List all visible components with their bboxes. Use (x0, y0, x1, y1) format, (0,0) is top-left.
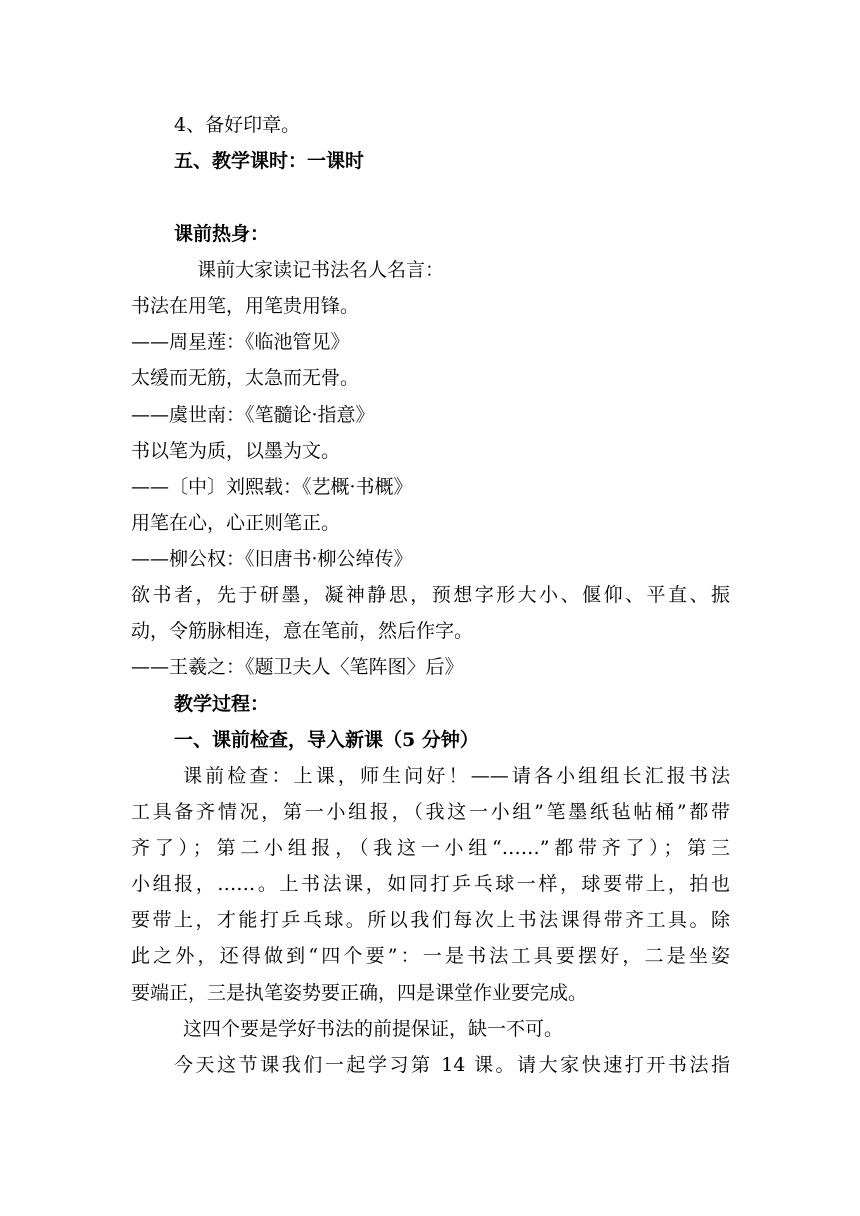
paragraph-line: 要带上，才能打乒乓球。所以我们每次上书法课得带齐工具。除 (131, 909, 730, 931)
quote-source: ——周星莲：《临池管见》 (131, 331, 350, 353)
paragraph-line: 课前检查：上课，师生问好！——请各小组组长汇报书法 (183, 765, 730, 787)
warmup-intro: 课前大家读记书法名人名言： (197, 259, 445, 281)
step-1-heading: 一、课前检查，导入新课（5 分钟） (174, 729, 479, 751)
paragraph-line: 今天这节课我们一起学习第 14 课。请大家快速打开书法指 (174, 1054, 730, 1076)
quote-text: 欲书者，先于研墨，凝神静思，预想字形大小、偃仰、平直、振 (131, 584, 730, 606)
paragraph-line: 这四个要是学好书法的前提保证，缺一不可。 (183, 1018, 564, 1040)
quote-text: 动，令筋脉相连，意在笔前，然后作字。 (131, 620, 474, 642)
paragraph-line: 齐了）；第二小组报，（我这一小组“……”都带齐了）；第三 (131, 837, 730, 859)
quote-text: 用笔在心，心正则笔正。 (131, 512, 341, 534)
paragraph-line: 小组报，……。上书法课，如同打乒乓球一样，球要带上，拍也 (131, 873, 730, 895)
process-heading: 教学过程： (174, 693, 270, 715)
item-4-text: 4、备好印章。 (174, 114, 301, 136)
paragraph-line: 要端正，三是执笔姿势要正确，四是课堂作业要完成。 (131, 982, 588, 1004)
quote-source: ——王羲之：《题卫夫人〈笔阵图〉后》 (131, 656, 464, 678)
quote-text: 书法在用笔，用笔贵用锋。 (131, 295, 360, 317)
paragraph-line: 此之外，还得做到“四个要”：一是书法工具要摆好，二是坐姿 (131, 945, 730, 967)
quote-text: 书以笔为质，以墨为文。 (131, 440, 341, 462)
quote-text: 太缓而无筋，太急而无骨。 (131, 367, 360, 389)
quote-source: ——柳公权：《旧唐书·柳公绰传》 (131, 548, 413, 570)
paragraph-line: 工具备齐情况，第一小组报，（我这一小组”笔墨纸毡帖桶”都带 (131, 801, 730, 823)
quote-source: ——〔中〕刘熙载：《艺概·书概》 (131, 476, 413, 498)
warmup-heading: 课前热身： (174, 223, 270, 245)
section-5-heading: 五、教学课时：一课时 (174, 150, 365, 172)
quote-source: ——虞世南：《笔髓论·指意》 (131, 404, 375, 426)
